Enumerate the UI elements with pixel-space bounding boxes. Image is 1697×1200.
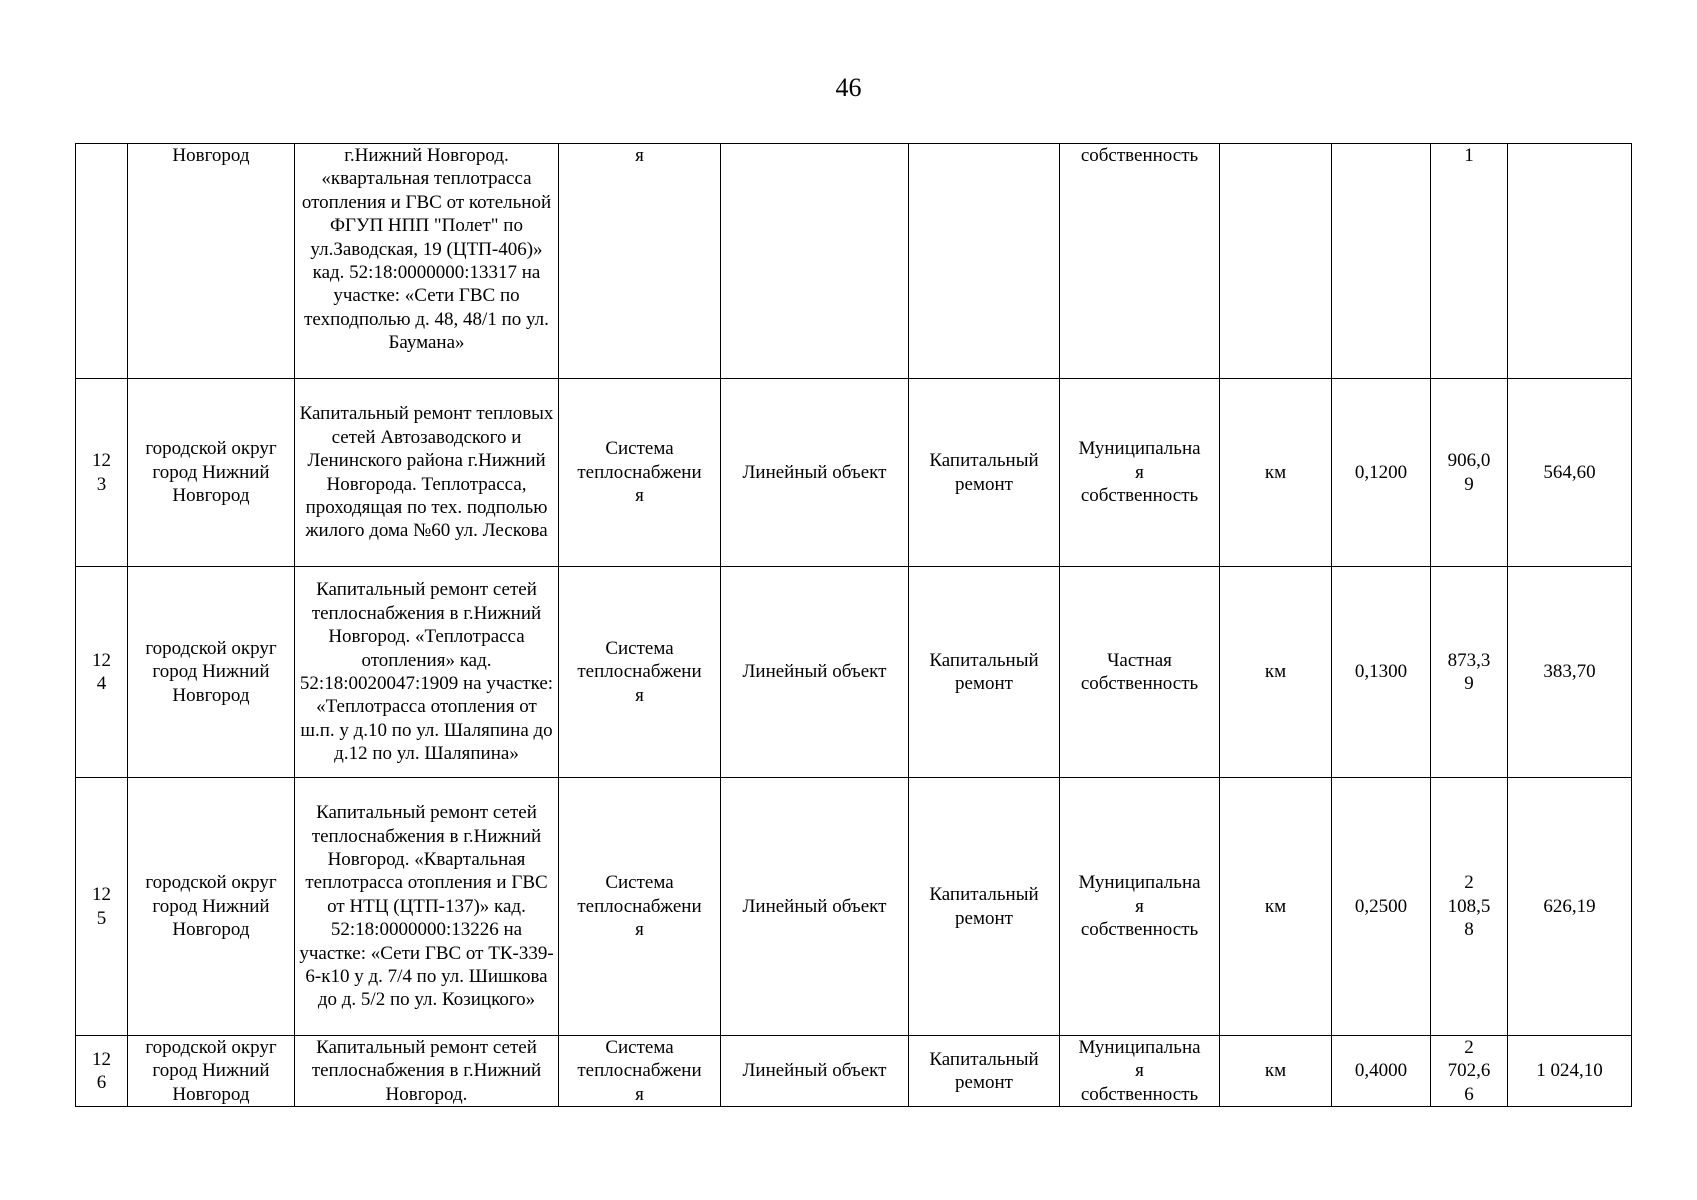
cell-system: я (559, 144, 721, 379)
cell-cost-per-unit: 873,3 9 (1431, 567, 1508, 778)
cell-unit: км (1220, 1036, 1332, 1107)
cell-total: 383,70 (1508, 567, 1632, 778)
cell-municipality: городской округ город Нижний Новгород (128, 379, 295, 567)
cell-work-type: Капитальный ремонт (909, 778, 1060, 1036)
cell-cost-per-unit: 2 108,5 8 (1431, 778, 1508, 1036)
cell-total: 626,19 (1508, 778, 1632, 1036)
cell-system: Система теплоснабжени я (559, 1036, 721, 1107)
cell-ownership: собственность (1060, 144, 1220, 379)
cell-work-type: Капитальный ремонт (909, 1036, 1060, 1107)
cell-work-type: Капитальный ремонт (909, 379, 1060, 567)
cell-length: 0,2500 (1332, 778, 1431, 1036)
cell-description: Капитальный ремонт сетей теплоснабжения в г.Нижний Новгород. «Теплотрасса отопления» кад. 52:18:0020047:1909 на участке: «Теплотрасса отопления от ш.п. у д.10 по ул. Шаляпина до д.12 по ул. Шаляпина» (295, 567, 559, 778)
table-row (76, 567, 1632, 778)
cell-municipality: Новгород (128, 144, 295, 379)
cell-unit: км (1220, 567, 1332, 778)
cell-unit: км (1220, 778, 1332, 1036)
cell-cost-per-unit: 1 (1431, 144, 1508, 379)
cell-system: Система теплоснабжени я (559, 778, 721, 1036)
cell-ownership: Муниципальна я собственность (1060, 379, 1220, 567)
cell-length: 0,1200 (1332, 379, 1431, 567)
cell-system: Система теплоснабжени я (559, 379, 721, 567)
cell-number: 12 6 (76, 1036, 128, 1107)
cell-work-type: Капитальный ремонт (909, 567, 1060, 778)
cell-number: 12 5 (76, 778, 128, 1036)
table-row (76, 778, 1632, 1036)
cell-object-type (721, 144, 909, 379)
cell-system: Система теплоснабжени я (559, 567, 721, 778)
cell-length: 0,4000 (1332, 1036, 1431, 1107)
cell-total (1508, 144, 1632, 379)
cell-description: Капитальный ремонт тепловых сетей Автозаводского и Ленинского района г.Нижний Новгорода. Теплотрасса, проходящая по тех. подполью жилого дома №60 ул. Лескова (295, 379, 559, 567)
cell-municipality: городской округ город Нижний Новгород (128, 1036, 295, 1107)
cell-number (76, 144, 128, 379)
cell-total: 1 024,10 (1508, 1036, 1632, 1107)
cell-ownership: Муниципальна я собственность (1060, 1036, 1220, 1107)
cell-ownership: Муниципальна я собственность (1060, 778, 1220, 1036)
cell-cost-per-unit: 906,0 9 (1431, 379, 1508, 567)
cell-municipality: городской округ город Нижний Новгород (128, 567, 295, 778)
cell-object-type: Линейный объект (721, 379, 909, 567)
cell-work-type (909, 144, 1060, 379)
cell-object-type: Линейный объект (721, 567, 909, 778)
cell-total: 564,60 (1508, 379, 1632, 567)
works-table (75, 143, 1632, 1107)
cell-unit (1220, 144, 1332, 379)
cell-unit: км (1220, 379, 1332, 567)
cell-object-type: Линейный объект (721, 778, 909, 1036)
cell-length: 0,1300 (1332, 567, 1431, 778)
cell-object-type: Линейный объект (721, 1036, 909, 1107)
cell-description: Капитальный ремонт сетей теплоснабжения в г.Нижний Новгород. (295, 1036, 559, 1107)
cell-length (1332, 144, 1431, 379)
cell-number: 12 4 (76, 567, 128, 778)
cell-ownership: Частная собственность (1060, 567, 1220, 778)
cell-description: Капитальный ремонт сетей теплоснабжения в г.Нижний Новгород. «Квартальная теплотрасса отопления и ГВС от НТЦ (ЦТП-137)» кад. 52:18:0000000:13226 на участке: «Сети ГВС от ТК-339-6-к10 у д. 7/4 по ул. Шишкова до д. 5/2 по ул. Козицкого» (295, 778, 559, 1036)
table-row (76, 1036, 1632, 1107)
cell-municipality: городской округ город Нижний Новгород (128, 778, 295, 1036)
table-row (76, 379, 1632, 567)
cell-number: 12 3 (76, 379, 128, 567)
cell-description: г.Нижний Новгород. «квартальная теплотрасса отопления и ГВС от котельной ФГУП НПП "Полет" по ул.Заводская, 19 (ЦТП-406)» кад. 52:18:0000000:13317 на участке: «Сети ГВС по техподполью д. 48, 48/1 по ул. Баумана» (295, 144, 559, 379)
table-row (76, 144, 1632, 379)
cell-cost-per-unit: 2 702,6 6 (1431, 1036, 1508, 1107)
page-number: 46 (835, 73, 862, 102)
